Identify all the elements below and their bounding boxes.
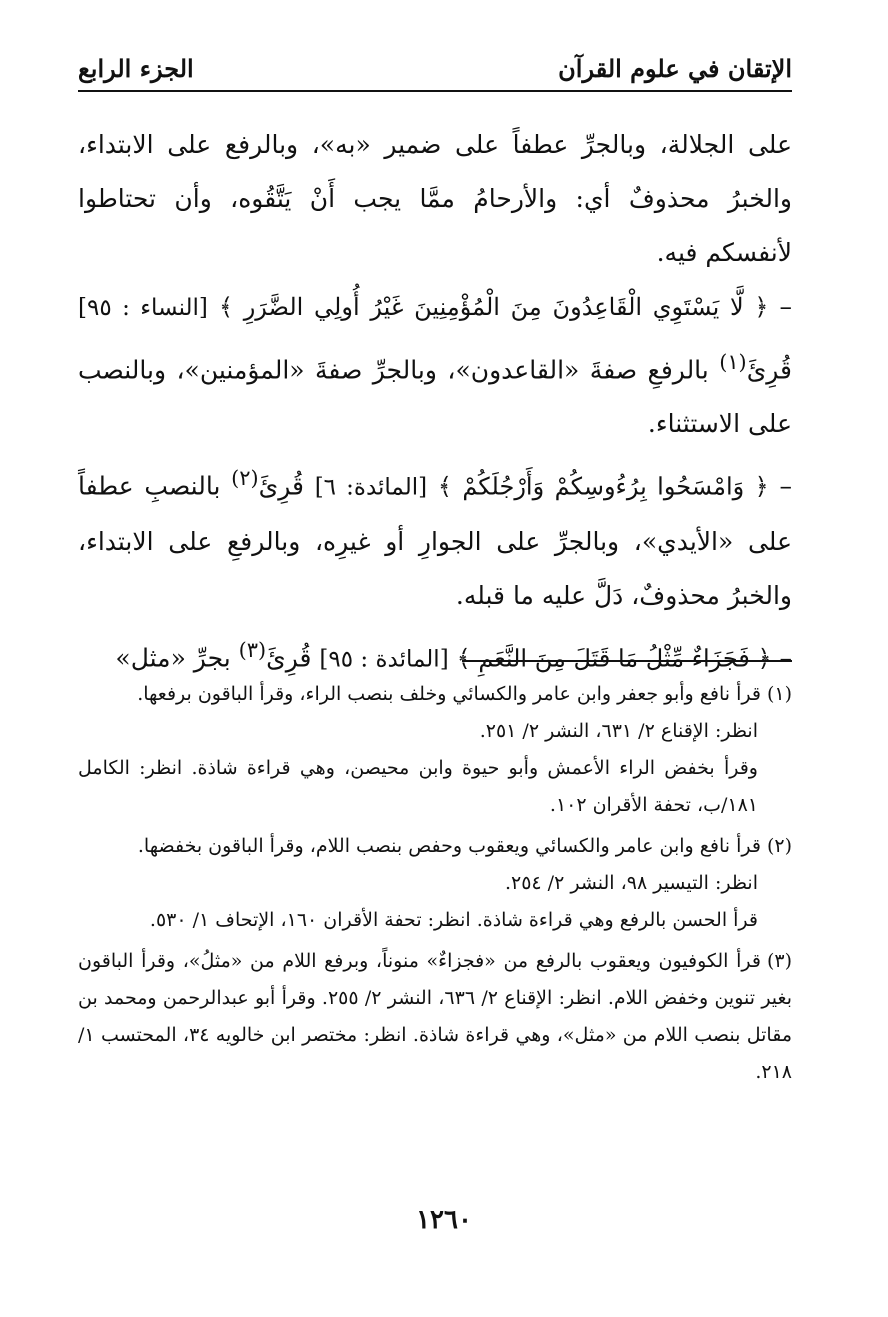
footnote-text: قرأ نافع وابن عامر والكسائي ويعقوب وحفص بنصب اللام، وقرأ الباقون بخفضها. <box>137 835 761 857</box>
dash: – <box>779 642 792 672</box>
book-title: الإتقان في علوم القرآن <box>558 54 792 83</box>
qurri-label: قُرِئَ <box>266 642 312 672</box>
footnote-number: (٣) <box>766 950 792 972</box>
footnote-text: قرأ الحسن بالرفع وهي قراءة شاذة. انظر: تحفة الأقران ١٦٠، الإتحاف ١/ ٥٣٠. <box>149 909 758 931</box>
footnote-2 <box>78 828 792 939</box>
footnote-marker[interactable]: (٢) <box>231 466 259 491</box>
qurri-label: قُرِئَ <box>746 355 792 385</box>
footnote-text: انظر: الإقناع ٢/ ٦٣١، النشر ٢/ ٢٥١. <box>479 720 758 742</box>
quran-verse: ﴿ لَّا يَسْتَوِي الْقَاعِدُونَ مِنَ الْمُؤْمِنِينَ غَيْرُ أُولِي الضَّرَرِ ﴾ <box>218 293 769 321</box>
footnote-separator <box>462 660 792 662</box>
footnote-1 <box>78 676 792 824</box>
quran-verse: ﴿ وَامْسَحُوا بِرُءُوسِكُمْ وَأَرْجُلَكُمْ ﴾ <box>437 472 769 501</box>
quran-verse: ﴿ فَجَزَاءٌ مِّثْلُ مَا قَتَلَ مِنَ النَّعَمِ ﴾ <box>456 643 772 672</box>
footnote-text: وقرأ بخفض الراء الأعمش وأبو حيوة وابن محيصن، وهي قراءة شاذة. انظر: الكامل ١٨١/ب، تحفة الأقران ١٠٢. <box>78 757 758 816</box>
footnotes <box>78 676 792 1095</box>
verse-reference: [المائدة: ٦] <box>314 474 428 501</box>
footnote-number: (١) <box>766 683 792 705</box>
verse-entry-1 <box>78 280 792 451</box>
running-header <box>78 50 792 92</box>
footnote-3 <box>78 943 792 1091</box>
footnote-marker[interactable]: (٣) <box>238 637 267 662</box>
dash: – <box>779 471 792 501</box>
page-number: ١٢٦٠ <box>416 1205 472 1235</box>
paragraph: على الجلالة، وبالجرِّ عطفاً على ضمير «به»، وبالرفع على الابتداء، والخبرُ محذوفٌ أي: والأرحامُ ممَّا يجب أَنْ يَتَّقُوه، وأن تحتاطوا لأنفسكم فيه. <box>78 130 792 267</box>
part-label: الجزء الرابع <box>78 54 194 83</box>
verse-explanation: بالرفعِ صفةَ «القاعدون»، وبالجرِّ صفةَ «المؤمنين»، وبالنصب على الاستثناء. <box>78 355 792 439</box>
dash: – <box>779 292 792 321</box>
qurri-label: قُرِئَ <box>258 471 304 501</box>
footnote-number: (٢) <box>766 835 792 857</box>
main-text <box>78 118 792 686</box>
verse-reference: [المائدة : ٩٥] <box>319 645 449 672</box>
verse-reference: [النساء : ٩٥] <box>78 295 208 321</box>
footnote-text: انظر: التيسير ٩٨، النشر ٢/ ٢٥٤. <box>504 872 758 894</box>
footnote-marker[interactable]: (١) <box>719 350 747 374</box>
footnote-text: قرأ الكوفيون ويعقوب بالرفع من «فجزاءٌ» منوناً، وبرفع اللام من «مثلُ»، وقرأ الباقون بغير تنوين وخفض اللام. انظر: الإقناع ٢/ ٦٣٦، النشر ٢/ ٢٥٥. وقرأ أبو عبدالرحمن ومحمد بن مقاتل بنصب اللام من «مثل»، وهي قراءة شاذة. انظر: مختصر ابن خالويه ٣٤، المحتسب ١/ ٢١٨. <box>78 950 792 1083</box>
footnote-text: قرأ نافع وأبو جعفر وابن عامر والكسائي وخلف بنصب الراء، وقرأ الباقون برفعها. <box>137 683 761 705</box>
verse-explanation: بالنصبِ عطفاً على «الأيدي»، وبالجرِّ على الجوارِ أو غيرِه، وبالرفعِ على الابتداء، والخبرُ محذوفٌ، دَلَّ عليه ما قبله. <box>78 471 792 610</box>
verse-entry-2 <box>78 451 792 622</box>
verse-explanation: بجرِّ «مثل» <box>115 642 231 672</box>
